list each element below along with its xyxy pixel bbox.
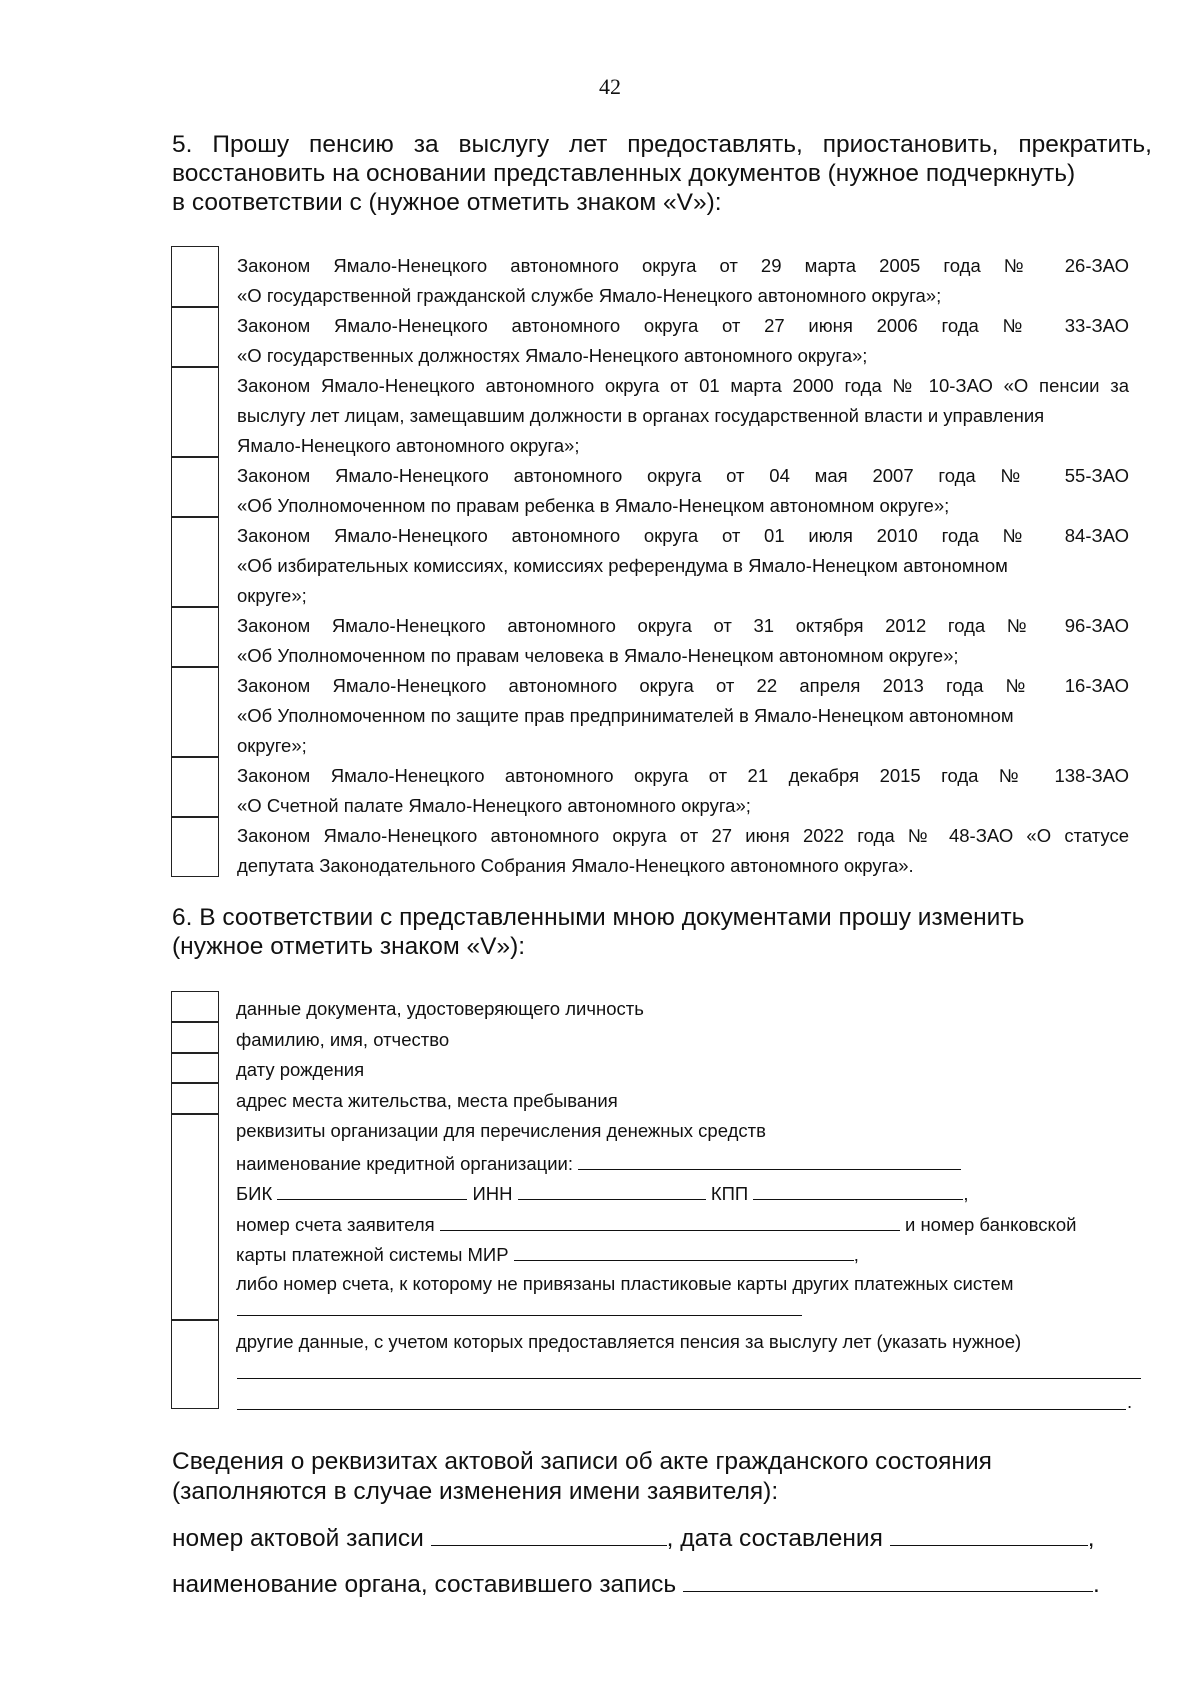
law-line: выслугу лет лицам, замещавшим должности в органах государственной власти и управления: [237, 405, 1045, 426]
change-checkbox-address[interactable]: [171, 1082, 219, 1115]
law-line: Законом Ямало-Ненецкого автономного округа от 27 июня 2022 года № 48-ЗАО «О статусе: [237, 825, 1129, 846]
law-checkbox-9[interactable]: [171, 816, 219, 877]
bik-field[interactable]: [277, 1177, 467, 1200]
kpp-label: КПП: [710, 1183, 749, 1204]
other-data-field-1[interactable]: [237, 1378, 1141, 1379]
comma: ,: [963, 1183, 969, 1204]
law-line: «О Счетной палате Ямало-Ненецкого автономного округа»;: [237, 795, 751, 816]
law-line: Законом Ямало-Ненецкого автономного округа от 29 марта 2005 года № 26-ЗАО: [237, 255, 1129, 276]
law-checkbox-7[interactable]: [171, 666, 219, 758]
law-line: Законом Ямало-Ненецкого автономного округа от 31 октября 2012 года № 96-ЗАО: [237, 615, 1129, 636]
mir-row: [236, 1238, 1136, 1270]
inn-field[interactable]: [518, 1177, 706, 1200]
inn-label: ИНН: [472, 1183, 513, 1204]
other-data-label: другие данные, с учетом которых предоставляется пенсия за выслугу лет (указать нужное): [236, 1331, 1022, 1352]
law-checkbox-5[interactable]: [171, 516, 219, 608]
law-line: Законом Ямало-Ненецкого автономного округа от 01 июля 2010 года № 84-ЗАО: [237, 525, 1129, 546]
law-line: Законом Ямало-Ненецкого автономного округа от 27 июня 2006 года № 33-ЗАО: [237, 315, 1129, 336]
period: .: [1092, 1571, 1100, 1598]
date-label: , дата составления: [666, 1525, 883, 1552]
law-item: [237, 821, 1129, 881]
law-line: депутата Законодательного Собрания Ямало-Ненецкого автономного округа».: [237, 855, 914, 876]
law-checkbox-6[interactable]: [171, 606, 219, 668]
change-checkbox-identity-document[interactable]: [171, 991, 219, 1023]
law-checkbox-1[interactable]: [171, 246, 219, 308]
alt-account-field[interactable]: [237, 1315, 802, 1316]
requisites-title: реквизиты организации для перечисления денежных средств: [236, 1120, 766, 1141]
law-line: Законом Ямало-Ненецкого автономного округа от 22 апреля 2013 года № 16-ЗАО: [237, 675, 1129, 696]
law-item: [237, 371, 1129, 461]
section6-heading-line: 6. В соответствии с представленными мною документами прошу изменить: [172, 904, 1025, 931]
change-item-label: адрес места жительства, места пребывания: [236, 1090, 618, 1111]
card-label: и номер банковской: [904, 1214, 1077, 1235]
account-row: [236, 1208, 1136, 1240]
change-checkbox-other-data[interactable]: [171, 1319, 219, 1409]
mir-label: карты платежной системы МИР: [236, 1244, 509, 1265]
section6-heading: [172, 903, 1152, 961]
law-item: [237, 671, 1129, 761]
change-item-label: дату рождения: [236, 1059, 365, 1080]
law-line: Законом Ямало-Ненецкого автономного округа от 04 мая 2007 года № 55-ЗАО: [237, 465, 1129, 486]
bank-name-label: наименование кредитной организации:: [236, 1153, 574, 1174]
bik-label: БИК: [236, 1183, 273, 1204]
law-checkbox-3[interactable]: [171, 366, 219, 458]
civil-heading-line: Сведения о реквизитах актовой записи об акте гражданского состояния: [172, 1448, 992, 1475]
change-item-label: фамилию, имя, отчество: [236, 1029, 450, 1050]
law-checkbox-2[interactable]: [171, 306, 219, 368]
other-data-period: .: [1127, 1391, 1133, 1412]
change-checkbox-requisites[interactable]: [171, 1113, 219, 1321]
law-line: округе»;: [237, 735, 307, 756]
civil-heading-line: (заполняются в случае изменения имени заявителя):: [172, 1478, 779, 1505]
bik-inn-kpp-row: [236, 1177, 1136, 1209]
account-field[interactable]: [440, 1208, 900, 1231]
authority-field[interactable]: [683, 1569, 1093, 1592]
law-line: «О государственных должностях Ямало-Ненецкого автономного округа»;: [237, 345, 868, 366]
law-item: [237, 521, 1129, 611]
law-line: округе»;: [237, 585, 307, 606]
law-item: [237, 251, 1129, 311]
law-line: Законом Ямало-Ненецкого автономного округа от 21 декабря 2015 года № 138-ЗАО: [237, 765, 1129, 786]
law-line: «Об избирательных комиссиях, комиссиях референдума в Ямало-Ненецком автономном: [237, 555, 1008, 576]
mir-card-field[interactable]: [514, 1238, 854, 1261]
law-line: Ямало-Ненецкого автономного округа»;: [237, 435, 580, 456]
law-item: [237, 461, 1129, 521]
section5-heading-line: в соответствии с (нужное отметить знаком «V»):: [172, 189, 722, 216]
section5-heading-line: 5. Прошу пенсию за выслугу лет предоставлять, приостановить, прекратить,: [172, 131, 1152, 158]
other-data-field-2[interactable]: [237, 1409, 1126, 1410]
record-number-row: [172, 1523, 1095, 1554]
page-number: 42: [599, 74, 621, 99]
law-item: [237, 311, 1129, 371]
law-line: Законом Ямало-Ненецкого автономного округа от 01 марта 2000 года № 10-ЗАО «О пенсии за: [237, 375, 1129, 396]
comma: ,: [1087, 1525, 1095, 1552]
law-checkbox-8[interactable]: [171, 756, 219, 818]
section5-heading: [172, 130, 1152, 217]
kpp-field[interactable]: [753, 1177, 963, 1200]
change-item-label: данные документа, удостоверяющего личность: [236, 998, 644, 1019]
law-line: «Об Уполномоченном по правам ребенка в Ямало-Ненецком автономном округе»;: [237, 495, 950, 516]
bank-name-row: [236, 1147, 1136, 1179]
section6-heading-line: (нужное отметить знаком «V»):: [172, 933, 526, 960]
record-date-field[interactable]: [890, 1523, 1088, 1546]
authority-label: наименование органа, составившего запись: [172, 1571, 677, 1598]
record-number-field[interactable]: [431, 1523, 667, 1546]
alt-account-label: либо номер счета, к которому не привязаны пластиковые карты других платежных систем: [236, 1273, 1014, 1294]
law-line: «Об Уполномоченном по правам человека в Ямало-Ненецком автономном округе»;: [237, 645, 959, 666]
law-item: [237, 761, 1129, 821]
authority-row: [172, 1569, 1100, 1600]
section5-heading-line: восстановить на основании представленных документов (нужное подчеркнуть): [172, 160, 1076, 187]
law-line: «Об Уполномоченном по защите прав предпринимателей в Ямало-Ненецком автономном: [237, 705, 1014, 726]
account-label: номер счета заявителя: [236, 1214, 435, 1235]
record-number-label: номер актовой записи: [172, 1525, 424, 1552]
law-checkbox-4[interactable]: [171, 456, 219, 518]
law-line: «О государственной гражданской службе Ямало-Ненецкого автономного округа»;: [237, 285, 942, 306]
bank-name-field[interactable]: [578, 1147, 961, 1170]
change-checkbox-birth-date[interactable]: [171, 1052, 219, 1084]
comma: ,: [853, 1244, 859, 1265]
change-checkbox-full-name[interactable]: [171, 1021, 219, 1054]
law-item: [237, 611, 1129, 671]
